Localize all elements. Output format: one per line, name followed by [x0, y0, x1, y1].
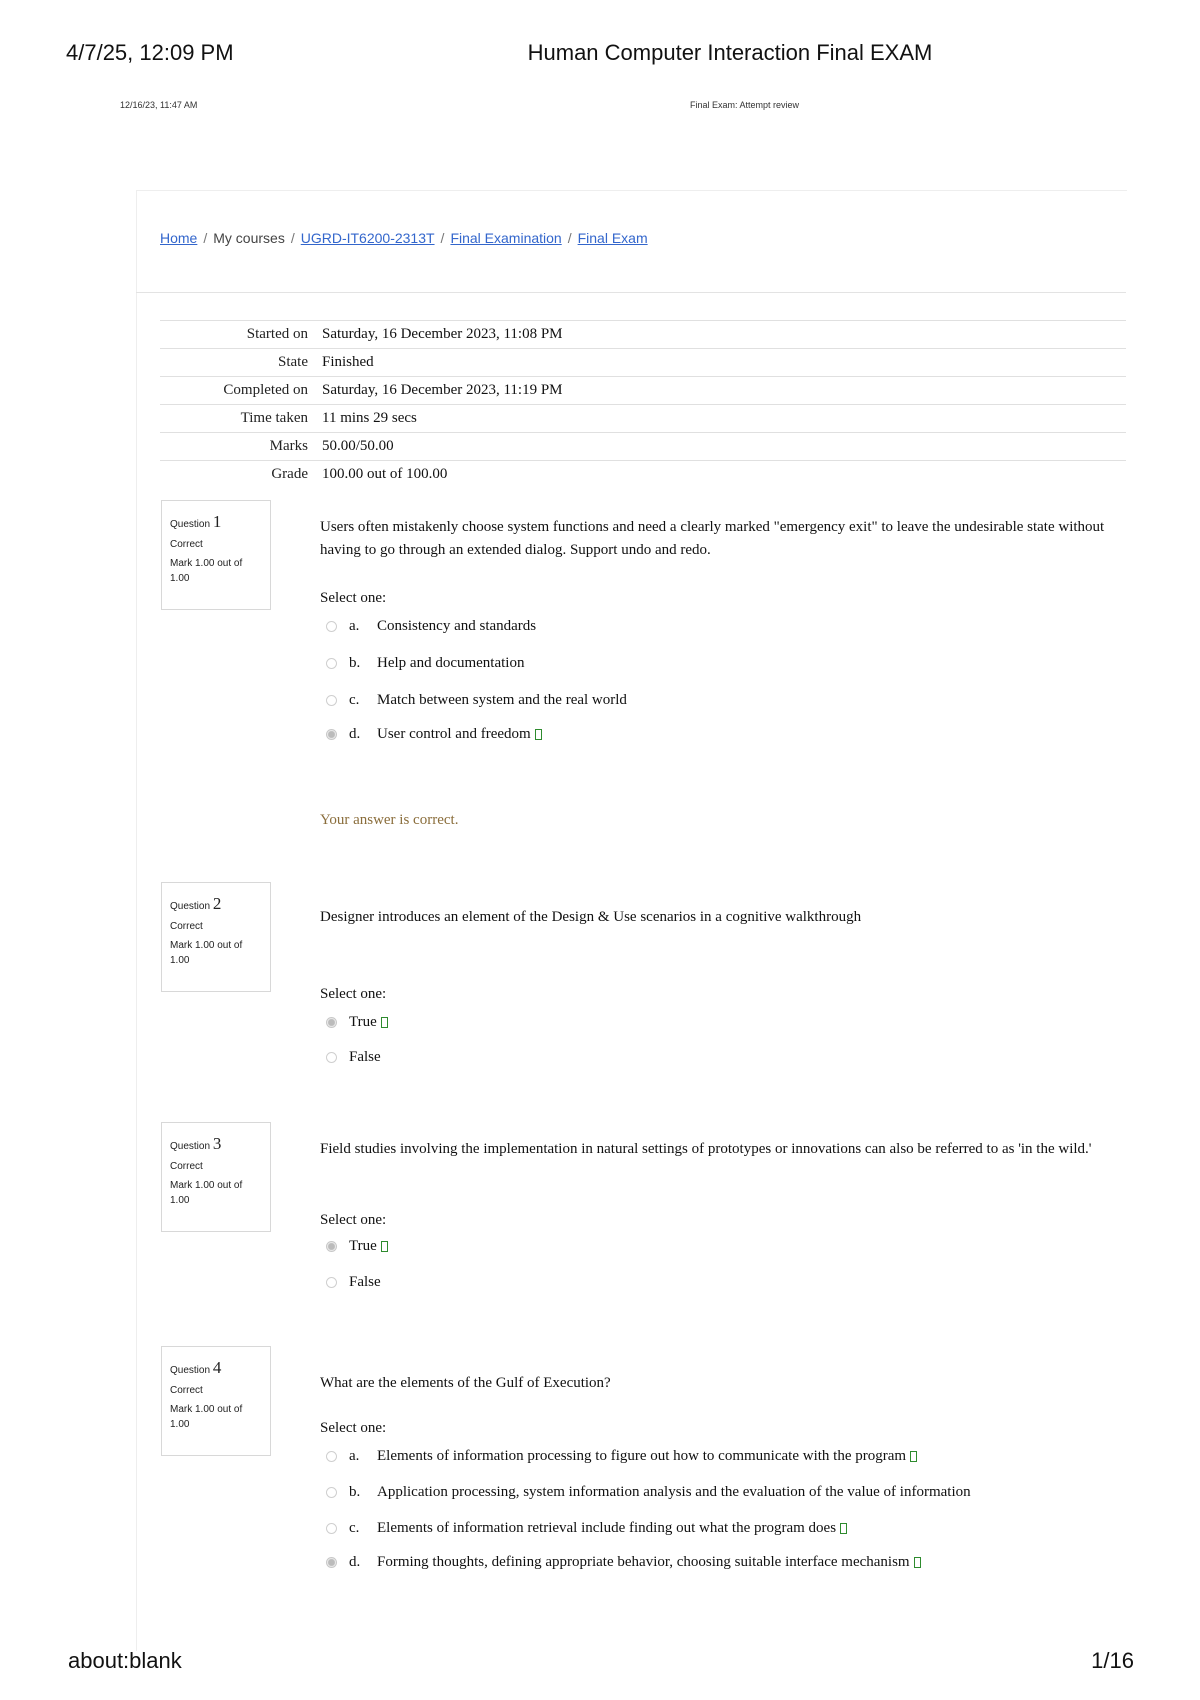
- question-mark-max: 1.00: [170, 1418, 190, 1430]
- breadcrumb-quiz-link[interactable]: Final Exam: [577, 230, 648, 246]
- question-number: [170, 509, 262, 535]
- question-text: What are the elements of the Gulf of Execution?: [320, 1375, 611, 1391]
- option-text: Consistency and standards: [377, 617, 537, 634]
- question-prompt: Select one:: [320, 1420, 387, 1436]
- summary-row: [160, 461, 1126, 489]
- radio-button-selected[interactable]: [326, 729, 337, 740]
- answer-option[interactable]: [326, 1446, 917, 1466]
- option-text: True: [349, 1013, 377, 1030]
- question-text: Field studies involving the implementation in natural settings of prototypes or innovations can also be referred to as 'in the wild.': [320, 1141, 1092, 1157]
- print-footer-page-number: 1/16: [1091, 1648, 1134, 1673]
- summary-label: Grade: [160, 461, 322, 489]
- option-text: User control and freedom: [377, 725, 531, 742]
- breadcrumb: [160, 230, 648, 246]
- option-text: Match between system and the real world: [377, 691, 627, 708]
- question-info-box: [161, 500, 271, 610]
- answer-option-selected[interactable]: [326, 1012, 388, 1032]
- option-text: Elements of information processing to figure out how to communicate with the program: [377, 1447, 907, 1464]
- summary-label: Marks: [160, 433, 322, 461]
- question-state: Correct: [170, 1160, 203, 1172]
- summary-value: 100.00 out of 100.00: [322, 461, 1126, 489]
- option-letter: b.: [349, 654, 361, 671]
- option-text: False: [349, 1048, 381, 1065]
- option-text: True: [349, 1237, 377, 1254]
- check-icon: [840, 1523, 847, 1534]
- summary-row: [160, 433, 1126, 461]
- breadcrumb-separator: /: [567, 230, 572, 246]
- question-info-box: [161, 1122, 271, 1232]
- answer-option-selected[interactable]: [326, 724, 542, 744]
- radio-button[interactable]: [326, 1052, 337, 1063]
- summary-label: Completed on: [160, 377, 322, 405]
- option-text: Help and documentation: [377, 654, 525, 671]
- question-state: Correct: [170, 1384, 203, 1396]
- question-number-value: 3: [212, 1134, 222, 1153]
- question-mark: Mark 1.00 out of: [170, 1179, 243, 1191]
- breadcrumb-section-link[interactable]: Final Examination: [450, 230, 562, 246]
- question-text: Users often mistakenly choose system functions and need a clearly marked "emergency exit" to leave the undesirable state without having to go through an extended dialog. Support undo and redo.: [320, 519, 1105, 559]
- breadcrumb-home-link[interactable]: Home: [160, 230, 198, 246]
- summary-value: Saturday, 16 December 2023, 11:08 PM: [322, 321, 1126, 349]
- option-text: Elements of information retrieval include finding out what the program does: [377, 1519, 837, 1536]
- question-prompt: Select one:: [320, 590, 387, 606]
- summary-row: [160, 349, 1126, 377]
- correct-check-icon: [535, 729, 542, 740]
- summary-label: State: [160, 349, 322, 377]
- question-mark-max: 1.00: [170, 954, 190, 966]
- radio-button[interactable]: [326, 1277, 337, 1288]
- answer-option[interactable]: [326, 690, 627, 710]
- question-state: Correct: [170, 920, 203, 932]
- answer-option[interactable]: [326, 653, 524, 673]
- correct-check-icon: [381, 1017, 388, 1028]
- answer-option-selected[interactable]: [326, 1552, 921, 1572]
- question-number: [170, 1131, 262, 1157]
- radio-button[interactable]: [326, 695, 337, 706]
- answer-option[interactable]: [326, 1047, 381, 1067]
- summary-row: [160, 405, 1126, 433]
- question-label: Question: [170, 901, 211, 912]
- print-timestamp: 4/7/25, 12:09 PM: [66, 40, 234, 65]
- radio-button-selected[interactable]: [326, 1241, 337, 1252]
- breadcrumb-course-link[interactable]: UGRD-IT6200-2313T: [300, 230, 435, 246]
- question-number: [170, 1355, 262, 1381]
- attempt-summary-table: [160, 320, 1126, 488]
- question-mark-max: 1.00: [170, 1194, 190, 1206]
- question-label: Question: [170, 519, 211, 530]
- question-info-box: [161, 882, 271, 992]
- option-text: Forming thoughts, defining appropriate behavior, choosing suitable interface mechanism: [377, 1553, 910, 1570]
- radio-button[interactable]: [326, 1487, 337, 1498]
- summary-label: Started on: [160, 321, 322, 349]
- answer-feedback: Your answer is correct.: [320, 812, 459, 828]
- question-prompt: Select one:: [320, 1212, 387, 1228]
- answer-option[interactable]: [326, 1518, 847, 1538]
- breadcrumb-my-courses: My courses: [213, 230, 285, 246]
- summary-label: Time taken: [160, 405, 322, 433]
- radio-button[interactable]: [326, 658, 337, 669]
- option-letter: a.: [349, 617, 360, 634]
- answer-option-selected[interactable]: [326, 1236, 388, 1256]
- summary-row: [160, 377, 1126, 405]
- print-document-title: Human Computer Interaction Final EXAM: [527, 40, 933, 65]
- summary-value: Finished: [322, 349, 1126, 377]
- breadcrumb-separator: /: [203, 230, 208, 246]
- answer-option[interactable]: [326, 1272, 381, 1292]
- question-state: Correct: [170, 538, 203, 550]
- radio-button[interactable]: [326, 1451, 337, 1462]
- question-prompt: Select one:: [320, 986, 387, 1002]
- option-letter: c.: [349, 691, 360, 708]
- question-mark: Mark 1.00 out of: [170, 557, 243, 569]
- question-number-value: 1: [212, 512, 222, 531]
- question-mark: Mark 1.00 out of: [170, 1403, 243, 1415]
- option-letter: b.: [349, 1483, 361, 1500]
- question-number-value: 4: [212, 1358, 222, 1377]
- correct-check-icon: [381, 1241, 388, 1252]
- radio-button-selected[interactable]: [326, 1017, 337, 1028]
- mini-header-date: 12/16/23, 11:47 AM: [120, 100, 198, 110]
- page-mini-header: [0, 100, 1200, 114]
- radio-button-selected[interactable]: [326, 1557, 337, 1568]
- breadcrumb-separator: /: [440, 230, 445, 246]
- option-letter: d.: [349, 725, 361, 742]
- option-letter: c.: [349, 1519, 360, 1536]
- radio-button[interactable]: [326, 1523, 337, 1534]
- question-info-box: [161, 1346, 271, 1456]
- question-number-value: 2: [212, 894, 222, 913]
- mini-header-title: Final Exam: Attempt review: [690, 100, 800, 110]
- option-letter: d.: [349, 1553, 361, 1570]
- question-number: [170, 891, 262, 917]
- option-letter: a.: [349, 1447, 360, 1464]
- summary-value: 50.00/50.00: [322, 433, 1126, 461]
- summary-row: [160, 321, 1126, 349]
- question-label: Question: [170, 1365, 211, 1376]
- print-header: [0, 40, 1200, 70]
- print-footer: [0, 1648, 1200, 1678]
- print-footer-url: about:blank: [68, 1648, 182, 1673]
- answer-option[interactable]: [326, 616, 536, 636]
- option-text: Application processing, system information analysis and the evaluation of the value of information: [377, 1483, 971, 1500]
- question-mark: Mark 1.00 out of: [170, 939, 243, 951]
- question-label: Question: [170, 1141, 211, 1152]
- check-icon: [910, 1451, 917, 1462]
- question-mark-max: 1.00: [170, 572, 190, 584]
- correct-check-icon: [914, 1557, 921, 1568]
- breadcrumb-separator: /: [290, 230, 295, 246]
- radio-button[interactable]: [326, 621, 337, 632]
- option-text: False: [349, 1273, 381, 1290]
- answer-option[interactable]: [326, 1482, 971, 1502]
- summary-value: 11 mins 29 secs: [322, 405, 1126, 433]
- question-text: Designer introduces an element of the Design & Use scenarios in a cognitive walkthrough: [320, 909, 862, 925]
- breadcrumb-divider: [136, 292, 1126, 293]
- summary-value: Saturday, 16 December 2023, 11:19 PM: [322, 377, 1126, 405]
